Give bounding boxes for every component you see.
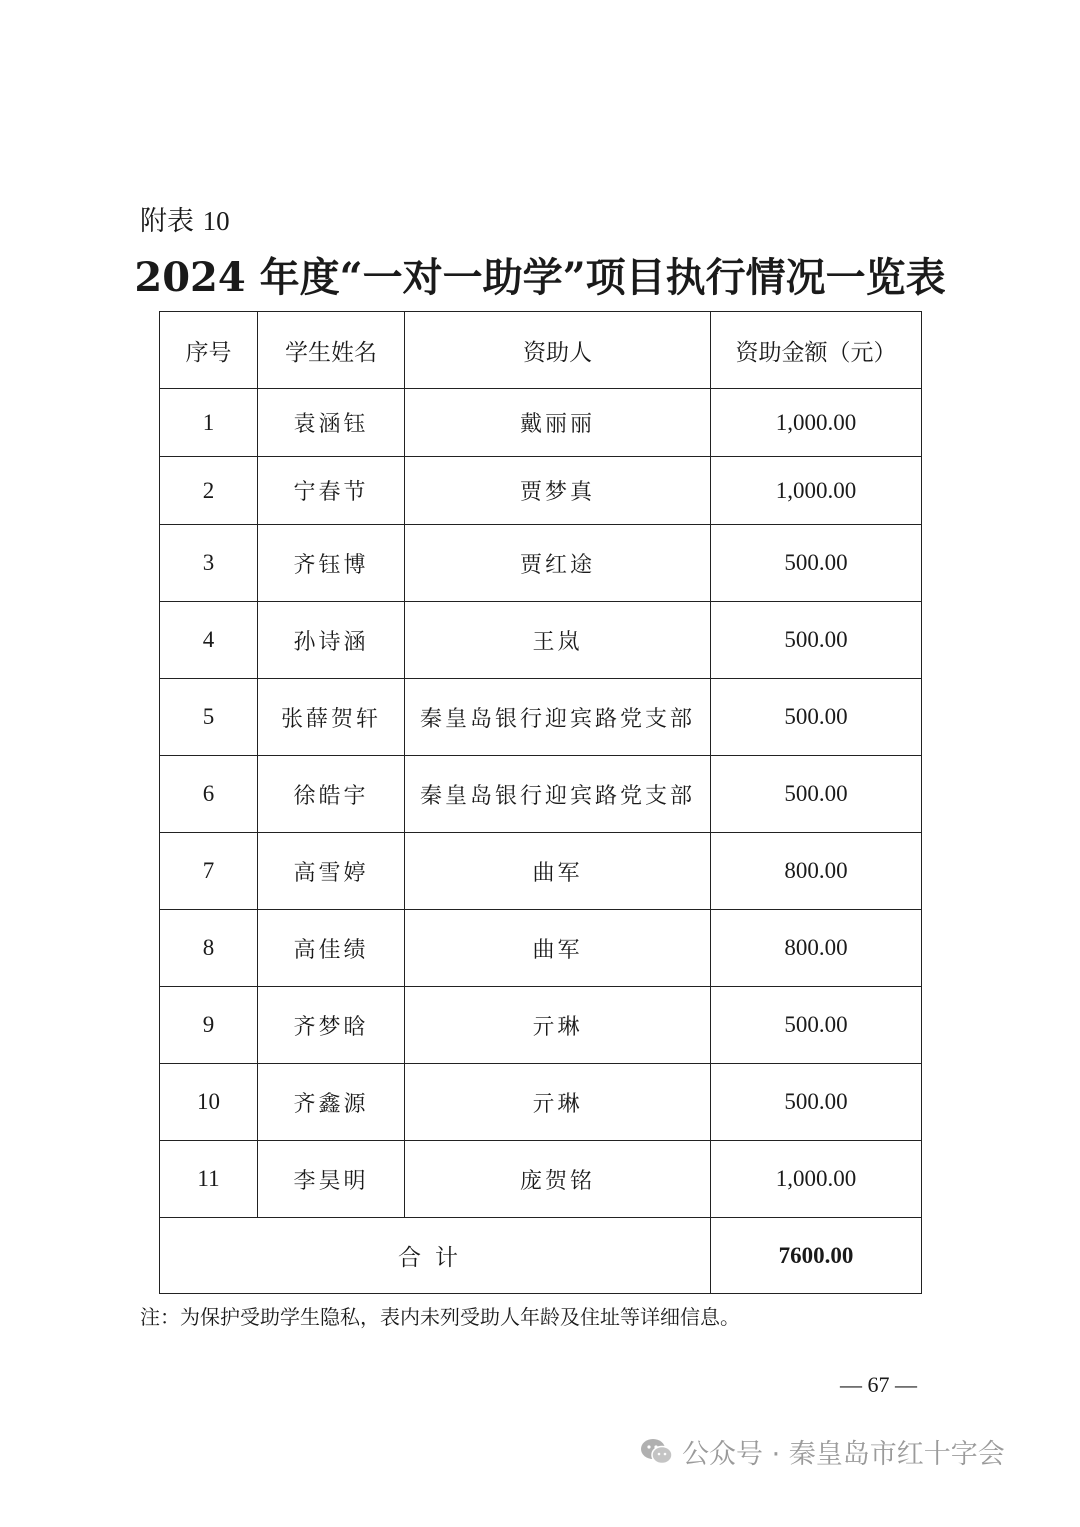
cell-amount: 500.00	[711, 1064, 922, 1141]
cell-student: 孙诗涵	[258, 602, 405, 679]
header-amount: 资助金额（元）	[711, 312, 922, 389]
table-row	[160, 910, 922, 987]
page-number: — 67 —	[840, 1372, 917, 1397]
cell-no: 9	[160, 987, 258, 1064]
cell-student: 徐皓宇	[258, 756, 405, 833]
cell-amount: 1,000.00	[711, 389, 922, 457]
cell-student: 高佳绩	[258, 910, 405, 987]
cell-sponsor: 戴丽丽	[405, 389, 711, 457]
document-title: 2024 年度“一对一助学”项目执行情况一览表	[134, 254, 946, 301]
cell-student: 袁涵钰	[258, 389, 405, 457]
table-row	[160, 389, 922, 457]
cell-sponsor: 曲军	[405, 910, 711, 987]
cell-no: 11	[160, 1141, 258, 1218]
cell-amount: 500.00	[711, 602, 922, 679]
cell-amount: 500.00	[711, 756, 922, 833]
table-row	[160, 679, 922, 756]
appendix-number: 10	[202, 206, 230, 236]
total-label: 合计	[160, 1218, 711, 1294]
header-student: 学生姓名	[258, 312, 405, 389]
header-no: 序号	[160, 312, 258, 389]
cell-no: 8	[160, 910, 258, 987]
table-row	[160, 1141, 922, 1218]
cell-sponsor: 王岚	[405, 602, 711, 679]
cell-sponsor: 秦皇岛银行迎宾路党支部	[405, 756, 711, 833]
cell-no: 2	[160, 457, 258, 525]
cell-no: 6	[160, 756, 258, 833]
cell-amount: 500.00	[711, 679, 922, 756]
cell-amount: 800.00	[711, 833, 922, 910]
cell-amount: 500.00	[711, 987, 922, 1064]
cell-student: 宁春节	[258, 457, 405, 525]
cell-sponsor: 贾红途	[405, 525, 711, 602]
cell-student: 齐钰博	[258, 525, 405, 602]
cell-sponsor: 贾梦真	[405, 457, 711, 525]
cell-student: 张薛贺轩	[258, 679, 405, 756]
cell-sponsor: 秦皇岛银行迎宾路党支部	[405, 679, 711, 756]
cell-no: 3	[160, 525, 258, 602]
cell-no: 4	[160, 602, 258, 679]
cell-no: 1	[160, 389, 258, 457]
table-header-row	[160, 312, 922, 389]
cell-student: 齐梦晗	[258, 987, 405, 1064]
table-row	[160, 987, 922, 1064]
table-row	[160, 457, 922, 525]
privacy-note: 注：为保护受助学生隐私，表内未列受助人年龄及住址等详细信息。	[140, 1305, 740, 1329]
cell-sponsor: 庞贺铭	[405, 1141, 711, 1218]
sponsorship-table	[159, 311, 922, 1294]
cell-student: 高雪婷	[258, 833, 405, 910]
cell-amount: 800.00	[711, 910, 922, 987]
cell-student: 李昊明	[258, 1141, 405, 1218]
header-sponsor: 资助人	[405, 312, 711, 389]
cell-no: 5	[160, 679, 258, 756]
cell-amount: 1,000.00	[711, 457, 922, 525]
wechat-icon	[640, 1437, 674, 1467]
watermark-text: 公众号 · 秦皇岛市红十字会	[682, 1439, 1005, 1470]
cell-no: 10	[160, 1064, 258, 1141]
table-total-row	[160, 1218, 922, 1294]
cell-sponsor: 亓琳	[405, 1064, 711, 1141]
appendix-prefix: 附表	[140, 206, 194, 237]
table-row	[160, 756, 922, 833]
cell-no: 7	[160, 833, 258, 910]
watermark	[640, 1432, 1005, 1471]
cell-student: 齐鑫源	[258, 1064, 405, 1141]
table-row	[160, 1064, 922, 1141]
table-row	[160, 833, 922, 910]
cell-amount: 1,000.00	[711, 1141, 922, 1218]
cell-amount: 500.00	[711, 525, 922, 602]
cell-sponsor: 亓琳	[405, 987, 711, 1064]
appendix-label	[140, 203, 230, 240]
cell-sponsor: 曲军	[405, 833, 711, 910]
table-row	[160, 602, 922, 679]
table-row	[160, 525, 922, 602]
total-amount: 7600.00	[711, 1218, 922, 1294]
